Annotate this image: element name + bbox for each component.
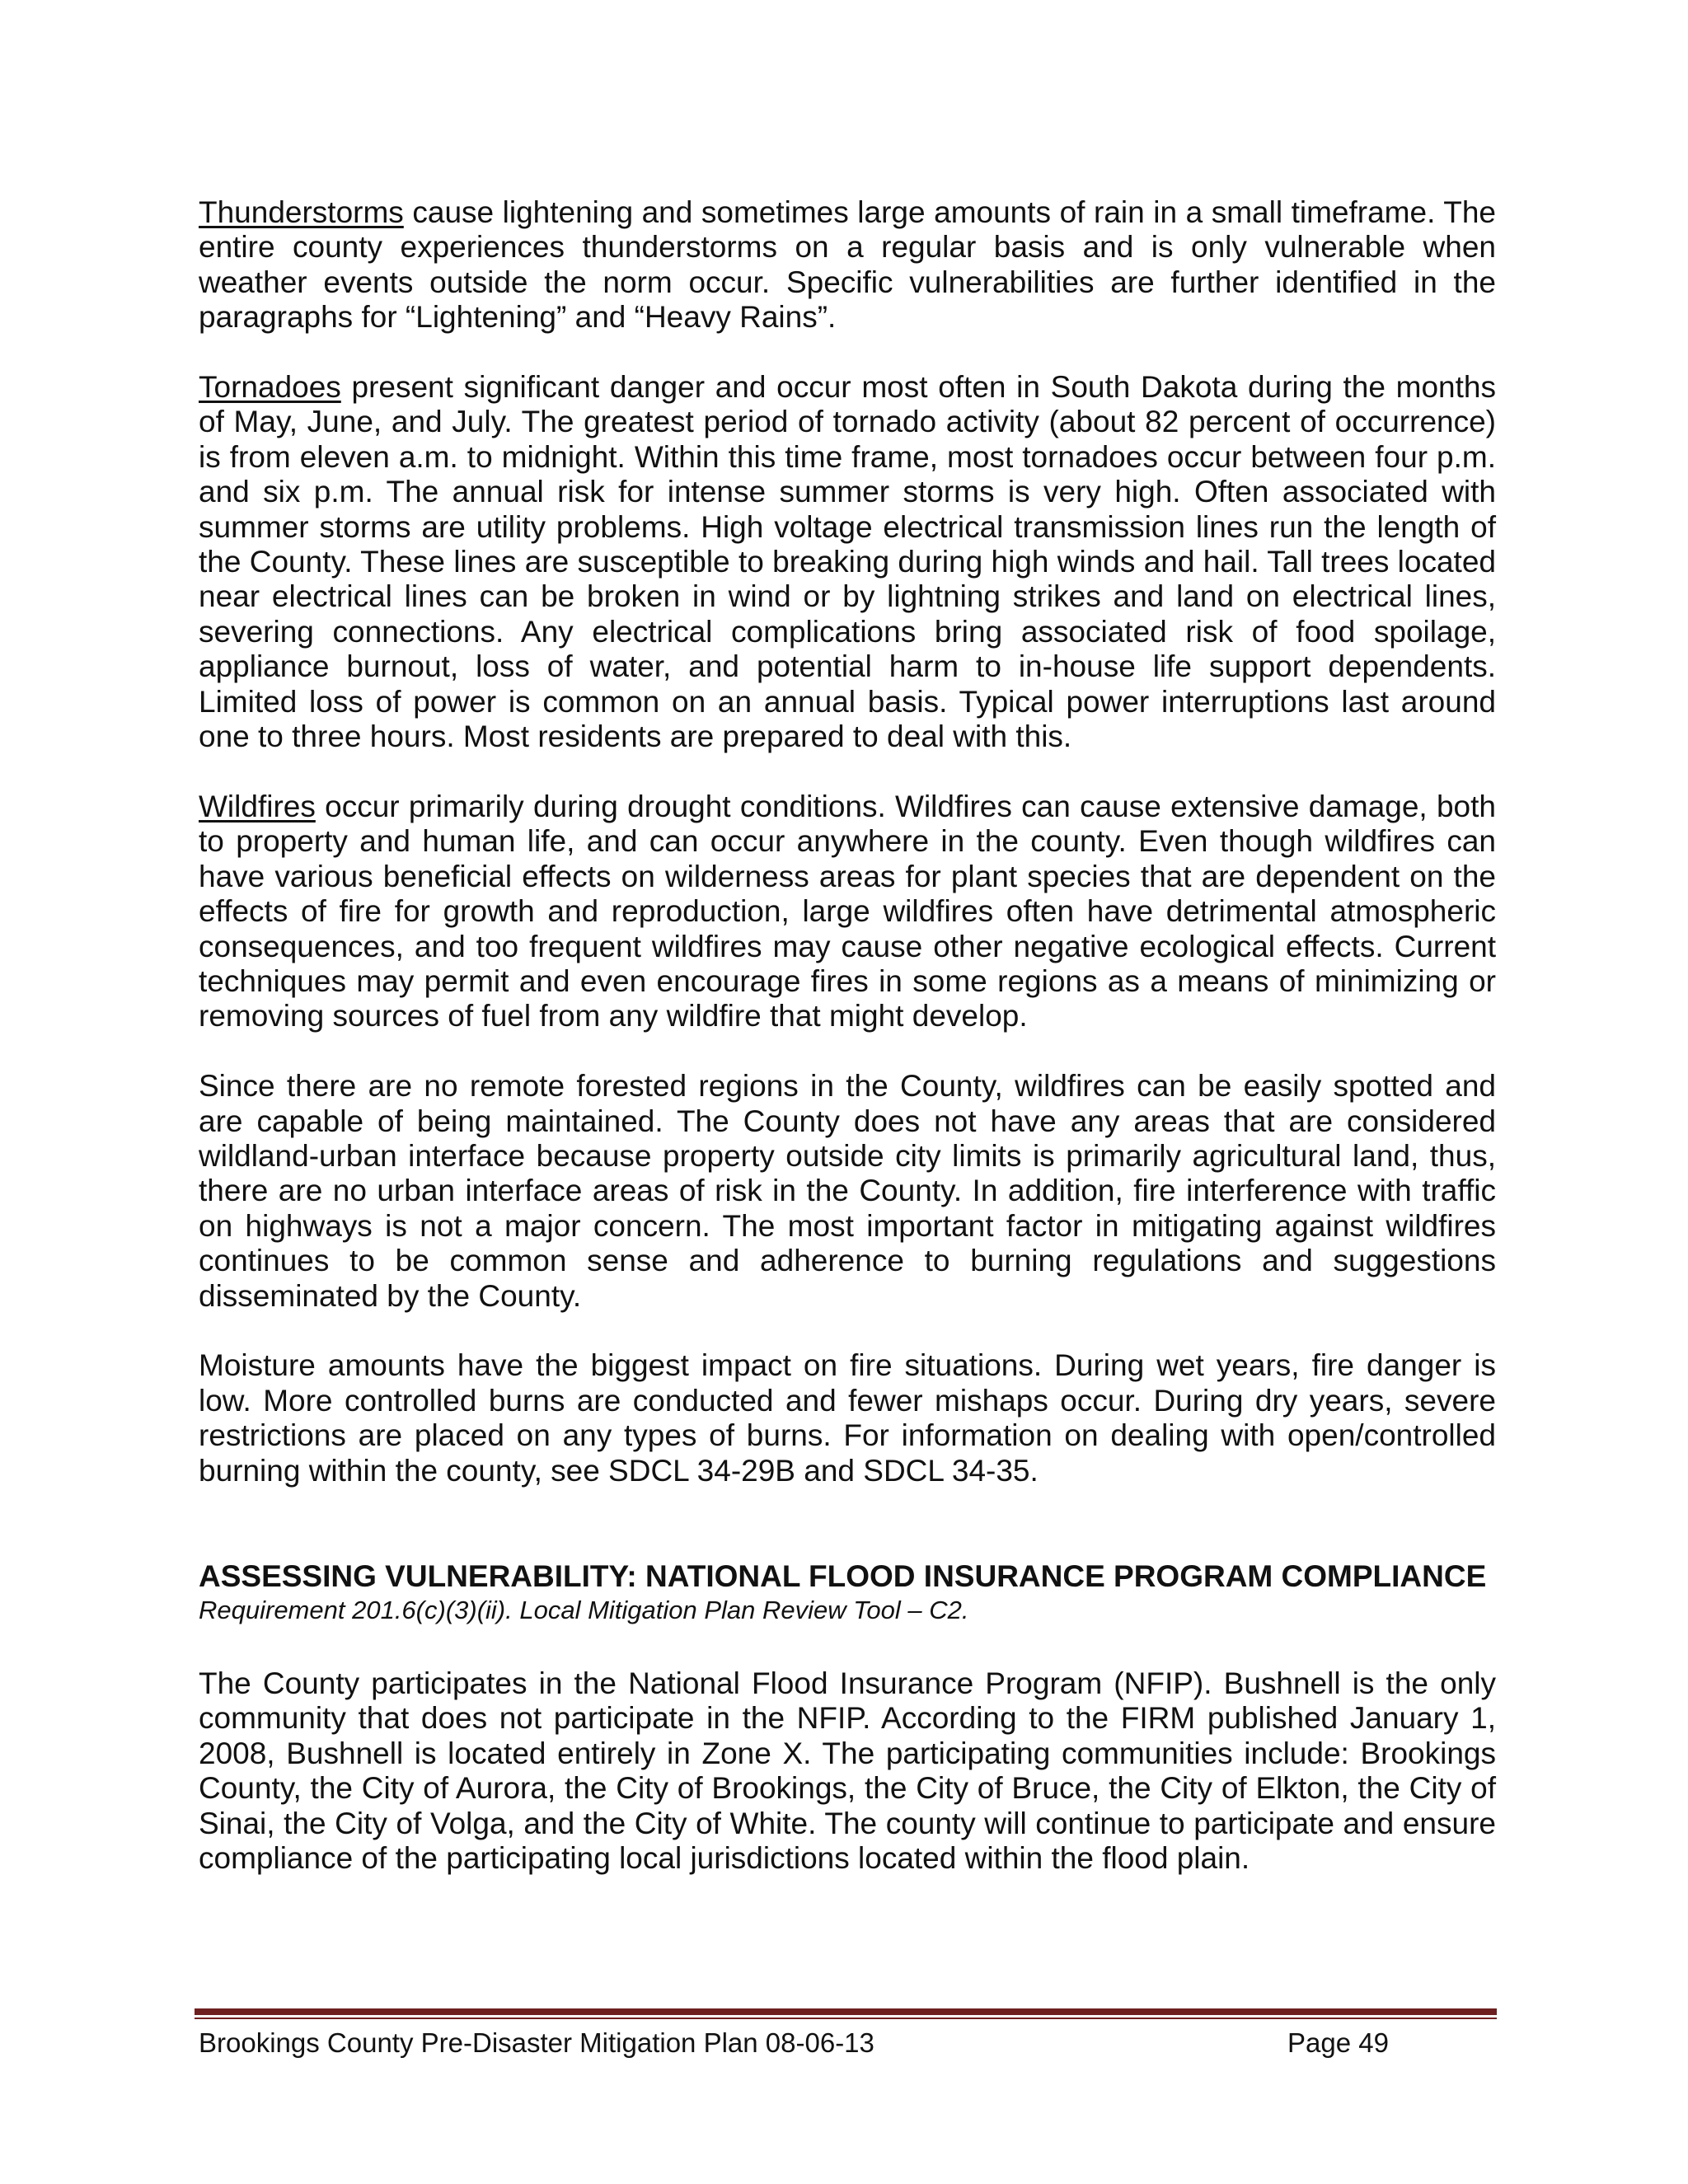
nfip-section <box>199 1559 1496 1876</box>
moisture-paragraph: Moisture amounts have the biggest impact on fire situations. During wet years, fire danger is low. More controlled burns are conducted and fewer mishaps occur. During dry years, severe restrictions are placed on any types of burns. For information on dealing with open/controlled burning within the county, see SDCL 34-29B and SDCL 34-35. <box>199 1348 1496 1488</box>
footer-document-title: Brookings County Pre-Disaster Mitigation Plan 08-06-13 <box>199 2027 874 2058</box>
section-heading: ASSESSING VULNERABILITY: NATIONAL FLOOD INSURANCE PROGRAM COMPLIANCE <box>199 1559 1487 1593</box>
requirement-reference: Requirement 201.6(c)(3)(ii). Local Mitigation Plan Review Tool – C2. <box>199 1596 969 1624</box>
main-content <box>199 195 1496 1488</box>
footer-page-number: Page 49 <box>1287 2027 1389 2058</box>
nfip-paragraph: The County participates in the National Flood Insurance Program (NFIP). Bushnell is the only community that does not participate in the NFIP. According to the FIRM published January 1, 2008, Bushnell is located entirely in Zone X. The participating communities include: Brookings County, the City of Aurora, the City of Brookings, the City of Bruce, the City of Elkton, the City of Sinai, the City of Volga, and the City of White. The county will continue to participate and ensure compliance of the participating local jurisdictions located within the flood plain. <box>199 1666 1496 1876</box>
tornadoes-text: present significant danger and occur most often in South Dakota during the months of May, June, and July. The greatest period of tornado activity (about 82 percent of occurrence) is from eleven a.m. to midnight. Within this time frame, most tornadoes occur between four p.m. and six p.m. The annual risk for intense summer storms is very high. Often associated with summer storms are utility problems. High voltage electrical transmission lines run the length of the County. These lines are susceptible to breaking during high winds and hail. Tall trees located near electrical lines can be broken in wind or by lightning strikes and land on electrical lines, severing connections. Any electrical complications bring associated risk of food spoilage, appliance burnout, loss of water, and potential harm to in-house life support dependents. Limited loss of power is common on an annual basis. Typical power interruptions last around one to three hours. Most residents are prepared to deal with this. <box>199 370 1496 754</box>
wildfires-paragraph <box>199 790 1496 1034</box>
tornadoes-term: Tornadoes <box>199 370 341 405</box>
wildfires-term: Wildfires <box>199 789 316 823</box>
thunderstorms-text: cause lightening and sometimes large amounts of rain in a small timeframe. The entire county experiences thunderstorms on a regular basis and is only vulnerable when weather events outside the norm occur. Specific vulnerabilities are further identified in the paragraphs for “Lightening” and “Heavy Rains”. <box>199 195 1496 335</box>
footer-rule-thin <box>195 2018 1497 2019</box>
tornadoes-paragraph <box>199 370 1496 754</box>
wildfires-text: occur primarily during drought conditions. Wildfires can cause extensive damage, both to property and human life, and can occur anywhere in the county. Even though wildfires can have various beneficial effects on wilderness areas for plant species that are dependent on the effects of fire for growth and reproduction, large wildfires often have detrimental atmospheric consequences, and too frequent wildfires may cause other negative ecological effects. Current techniques may permit and even encourage fires in some regions as a means of minimizing or removing sources of fuel from any wildfire that might develop. <box>199 789 1496 1033</box>
footer-rule <box>195 2008 1497 2015</box>
thunderstorms-term: Thunderstorms <box>199 195 404 229</box>
thunderstorms-paragraph <box>199 195 1496 335</box>
forested-regions-paragraph: Since there are no remote forested regions in the County, wildfires can be easily spotted and are capable of being maintained. The County does not have any areas that are considered wildland-urban interface because property outside city limits is primarily agricultural land, thus, there are no urban interface areas of risk in the County. In addition, fire interference with traffic on highways is not a major concern. The most important factor in mitigating against wildfires continues to be common sense and adherence to burning regulations and suggestions disseminated by the County. <box>199 1069 1496 1313</box>
